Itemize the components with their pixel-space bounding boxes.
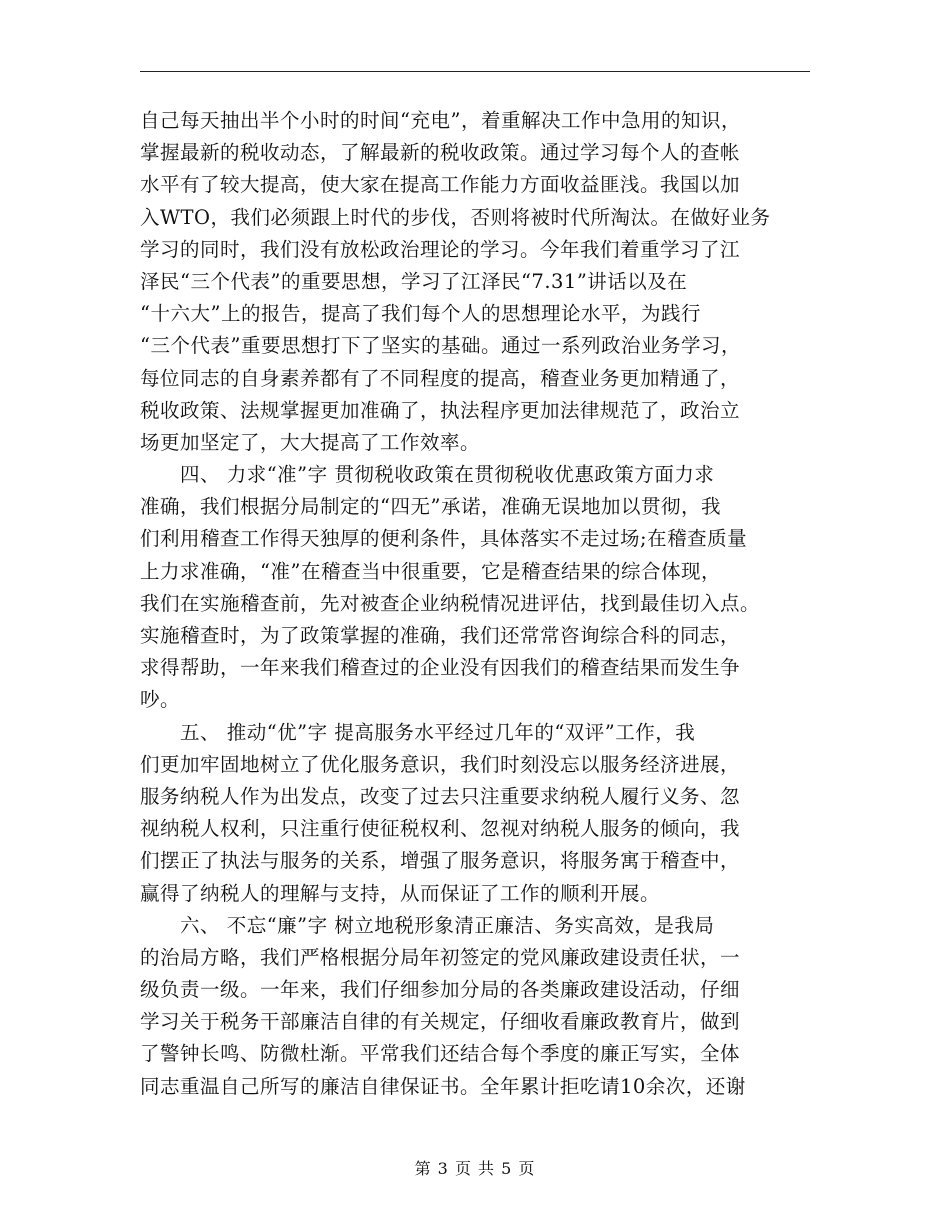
text-line: 的治局方略，我们严格根据分局年初签定的党风廉政建设责任状，一 xyxy=(140,945,741,969)
page-footer: 第 3 页 共 5 页 xyxy=(414,1159,536,1178)
text-line: 学习的同时，我们没有放松政治理论的学习。今年我们着重学习了江 xyxy=(140,237,741,261)
text-line: 实施稽查时，为了政策掌握的准确，我们还常常咨询综合科的同志， xyxy=(140,624,741,647)
text-line: 水平有了较大提高，使大家在提高工作能力方面收益匪浅。我国以加 xyxy=(140,173,741,197)
text-line: 场更加坚定了，大大提高了工作效率。 xyxy=(140,430,481,454)
text-line: 掌握最新的税收动态，了解最新的税收政策。通过学习每个人的查帐 xyxy=(140,141,741,165)
text-line: 学习关于税务干部廉洁自律的有关规定，仔细收看廉政教育片，做到 xyxy=(140,1010,741,1034)
text-line: 入WTO，我们必须跟上时代的步伐，否则将被时代所淘汰。在做好业务 xyxy=(140,205,771,229)
text-line: 视纳税人权利，只注重行使征税权利、忽视对纳税人服务的倾向，我 xyxy=(140,817,741,841)
document-body xyxy=(140,105,815,1103)
text-line: 准确，我们根据分局制定的“四无”承诺，准确无误地加以贯彻，我 xyxy=(140,495,721,519)
text-line: 税收政策、法规掌握更加准确了，执法程序更加法律规范了，政治立 xyxy=(140,398,741,422)
text-line: 们利用稽查工作得天独厚的便利条件，具体落实不走过场;在稽查质量 xyxy=(140,527,748,551)
text-line: 每位同志的自身素养都有了不同程度的提高，稽查业务更加精通了， xyxy=(140,366,741,390)
text-line: 求得帮助，一年来我们稽查过的企业没有因我们的稽查结果而发生争 xyxy=(140,656,741,680)
text-line: 了警钟长鸣、防微杜渐。平常我们还结合每个季度的廉正写实，全体 xyxy=(140,1042,741,1066)
text-line: 服务纳税人作为出发点，改变了过去只注重要求纳税人履行义务、忽 xyxy=(140,784,741,808)
text-line: 五、 推动“优”字 提高服务水平经过几年的“双评”工作，我 xyxy=(140,720,696,744)
text-line: “三个代表”重要思想打下了坚实的基础。通过一系列政治业务学习， xyxy=(140,334,741,358)
text-line: 四、 力求“准”字 贯彻税收政策在贯彻税收优惠政策方面力求 xyxy=(140,463,715,487)
text-line: 自己每天抽出半个小时的时间“充电”，着重解决工作中急用的知识， xyxy=(140,109,741,132)
text-line: 六、 不忘“廉”字 树立地税形象清正廉洁、务实高效，是我局 xyxy=(140,913,715,937)
text-line: 上力求准确，“准”在稽查当中很重要，它是稽查结果的综合体现， xyxy=(140,559,721,583)
text-line: “十六大”上的报告，提高了我们每个人的思想理论水平，为践行 xyxy=(140,302,701,326)
text-line: 吵。 xyxy=(140,688,181,712)
text-line: 们摆正了执法与服务的关系，增强了服务意识，将服务寓于稽查中， xyxy=(140,849,741,873)
text-line: 同志重温自己所写的廉洁自律保证书。全年累计拒吃请10余次，还谢 xyxy=(140,1074,746,1098)
text-line: 泽民“三个代表”的重要思想，学习了江泽民“7.31”讲话以及在 xyxy=(140,269,688,293)
text-line: 级负责一级。一年来，我们仔细参加分局的各类廉政建设活动，仔细 xyxy=(140,978,741,1002)
text-line: 们更加牢固地树立了优化服务意识，我们时刻没忘以服务经济进展， xyxy=(140,752,741,776)
header-rule xyxy=(140,71,810,72)
text-line: 我们在实施稽查前，先对被查企业纳税情况进评估，找到最佳切入点。 xyxy=(140,591,761,615)
text-line: 赢得了纳税人的理解与支持，从而保证了工作的顺利开展。 xyxy=(140,881,661,905)
